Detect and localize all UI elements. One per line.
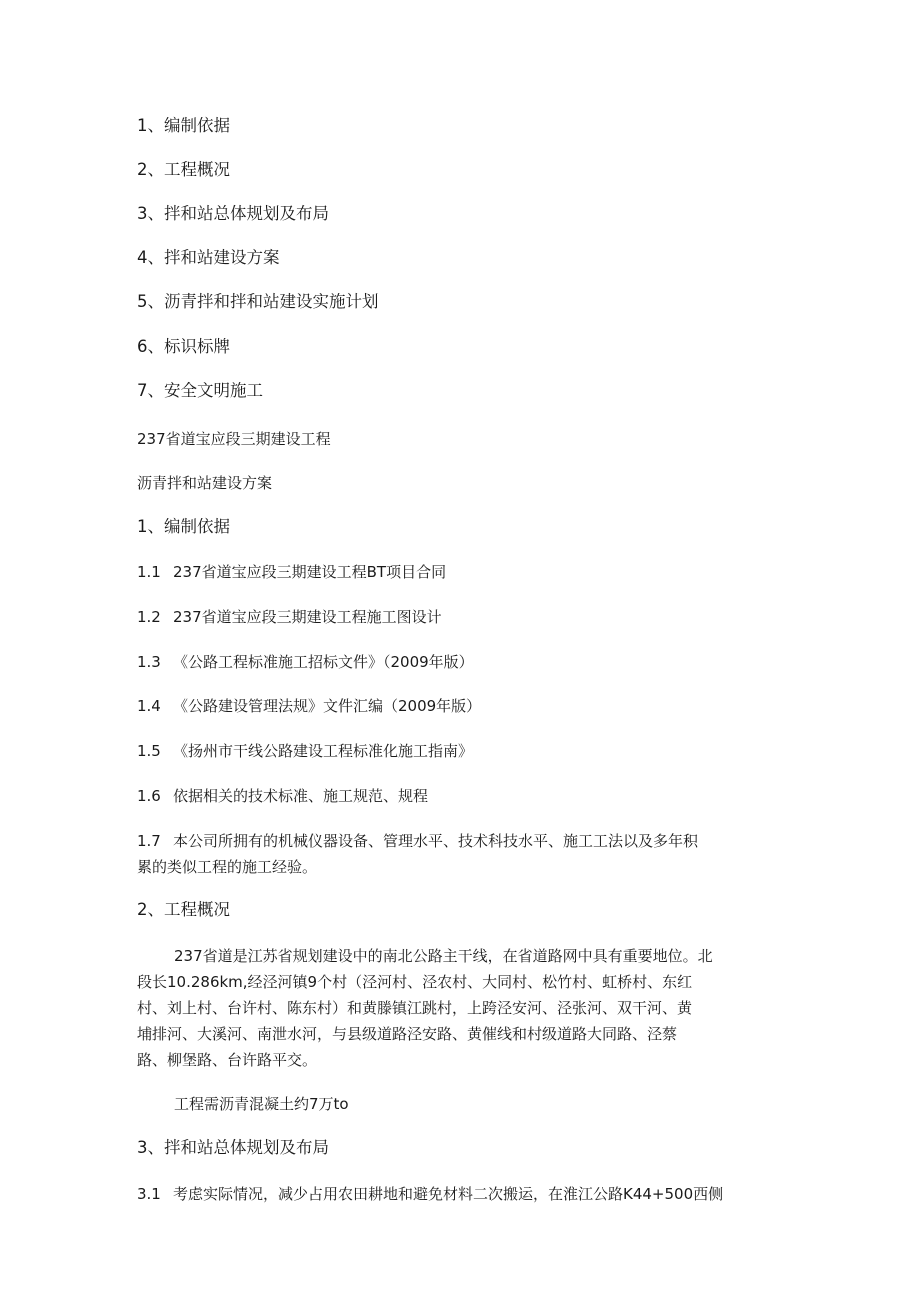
item-text: 《公路工程标准施工招标文件》（2009年版） [173,653,474,671]
toc-item-1: 1、编制依据 [137,116,230,135]
toc-item-7: 7、安全文明施工 [137,381,263,400]
project-title: 237省道宝应段三期建设工程 [137,430,331,448]
item-number: 1.6 [137,787,161,805]
item-number: 1.2 [137,608,161,626]
basis-item-5 [137,737,473,765]
basis-item-4 [137,692,481,720]
overview-para-line-1: 237省道是江苏省规划建设中的南北公路主干线，在省道路网中具有重要地位。北 [174,947,713,965]
overview-para-line-5: 路、柳堡路、台许路平交。 [137,1051,318,1069]
item-text: 《扬州市干线公路建设工程标准化施工指南》 [173,742,474,760]
item-number: 1.5 [137,742,161,760]
overview-para-line-3: 村、刘上村、台许村、陈东村）和黄滕镇江跳村，上跨泾安河、泾张河、双干河、黄 [137,999,693,1017]
toc-item-6: 6、标识标牌 [137,337,230,356]
section-1-heading: 1、编制依据 [137,517,230,536]
item-number: 1.1 [137,563,161,581]
toc-item-5: 5、沥青拌和拌和站建设实施计划 [137,292,379,311]
section-2-heading: 2、工程概况 [137,900,230,919]
item-text: 依据相关的技术标准、施工规范、规程 [173,787,429,805]
overview-para-line-2: 段长10.286km,经泾河镇9个村（泾河村、泾农村、大同村、松竹村、虹桥村、东红 [137,973,693,991]
toc-item-3: 3、拌和站总体规划及布局 [137,204,329,223]
overview-para-line-4: 埔排河、大溪河、南泄水河，与县级道路泾安路、黄催线和村级道路大同路、泾蔡 [137,1025,678,1043]
layout-item-1 [137,1180,723,1208]
item-text: 《公路建设管理法规》文件汇编（2009年版） [173,697,482,715]
basis-item-2 [137,603,442,631]
overview-para-2: 工程需沥青混凝土约7万to [174,1095,349,1113]
item-text: 本公司所拥有的机械仪器设备、管理水平、技术科技水平、施工工法以及多年积 [173,832,699,850]
basis-item-6 [137,782,428,810]
basis-item-7-continued: 累的类似工程的施工经验。 [137,858,318,876]
item-number: 1.7 [137,832,161,850]
toc-item-2: 2、工程概况 [137,160,230,179]
basis-item-3 [137,648,474,676]
basis-item-1 [137,558,446,586]
item-number: 3.1 [137,1185,161,1203]
item-text: 考虑实际情况，减少占用农田耕地和避免材料二次搬运，在淮江公路K44+500西侧 [173,1185,724,1203]
toc-item-4: 4、拌和站建设方案 [137,248,280,267]
basis-item-7 [137,827,698,855]
item-number: 1.3 [137,653,161,671]
item-text: 237省道宝应段三期建设工程施工图设计 [173,608,442,626]
section-3-heading: 3、拌和站总体规划及布局 [137,1138,329,1157]
item-number: 1.4 [137,697,161,715]
item-text: 237省道宝应段三期建设工程BT项目合同 [173,563,447,581]
document-title: 沥青拌和站建设方案 [137,474,273,492]
